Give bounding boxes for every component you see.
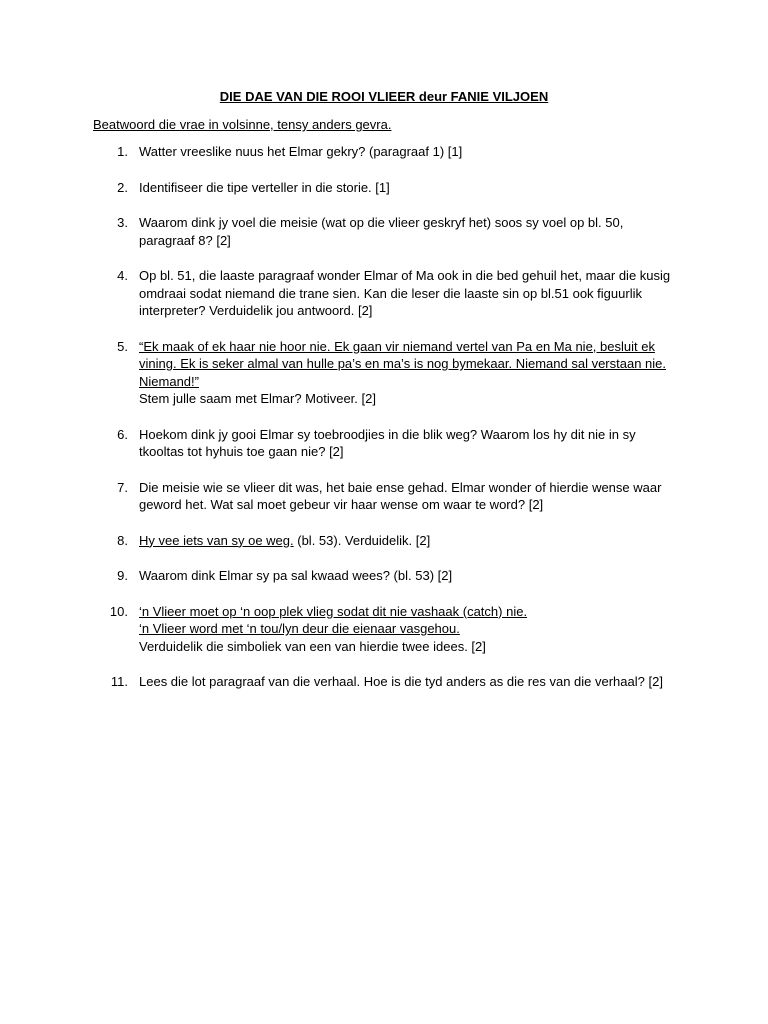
question-item	[0, 426, 768, 461]
question-number: 9.	[117, 568, 128, 583]
question-item	[0, 143, 768, 161]
question-item	[0, 179, 768, 197]
question-line	[139, 496, 679, 514]
question-line	[139, 179, 679, 197]
question-number: 4.	[117, 268, 128, 283]
question-text	[139, 338, 679, 408]
question-text	[139, 179, 679, 197]
question-number: 11.	[110, 674, 128, 689]
question-text	[139, 673, 679, 691]
question-text-segment: interpreter? Verduidelik jou antwoord. [2]	[139, 303, 373, 318]
question-text	[139, 143, 679, 161]
question-item	[0, 479, 768, 514]
question-line	[139, 638, 679, 656]
question-text	[139, 214, 679, 249]
question-text-segment: tkooltas tot hyhuis toe gaan nie? [2]	[139, 444, 344, 459]
quoted-text: ‘n Vlieer word met ‘n tou/lyn deur die eienaar vasgehou.	[139, 621, 460, 636]
quoted-text: Niemand!”	[139, 373, 199, 389]
question-text	[139, 603, 679, 656]
question-item	[0, 532, 768, 550]
question-text	[139, 567, 679, 585]
question-text-segment: Identifiseer die tipe verteller in die storie. [1]	[139, 179, 390, 195]
document-title: DIE DAE VAN DIE ROOI VLIEER deur FANIE VILJOEN	[219, 89, 549, 104]
quoted-text: Hy vee iets van sy oe weg.	[139, 532, 294, 548]
question-line	[139, 302, 679, 320]
question-line	[139, 338, 679, 356]
question-line	[139, 426, 679, 444]
question-text	[139, 479, 679, 514]
question-line	[139, 214, 679, 232]
question-text-segment: Watter vreeslike nuus het Elmar gekry? (paragraaf 1) [1]	[139, 144, 463, 159]
question-line	[139, 479, 679, 497]
question-number: 3.	[117, 215, 128, 230]
question-number: 1.	[117, 144, 128, 159]
question-number: 2.	[117, 179, 128, 195]
question-line	[139, 143, 679, 161]
question-line	[139, 532, 679, 550]
question-text-segment: Die meisie wie se vlieer dit was, het baie ense gehad. Elmar wonder of hierdie wense waar	[139, 479, 662, 495]
question-text-segment: geword het. Wat sal moet gebeur vir haar wense om waar te word? [2]	[139, 497, 544, 512]
question-number: 5.	[117, 338, 128, 354]
question-line	[139, 443, 679, 461]
question-text-segment: Verduidelik die simboliek van een van hierdie twee idees. [2]	[139, 638, 486, 654]
question-text-segment: paragraaf 8? [2]	[139, 232, 231, 248]
question-text-segment: (bl. 53). Verduidelik. [2]	[293, 532, 431, 548]
question-line	[139, 373, 679, 391]
question-item	[0, 267, 768, 320]
question-line	[139, 390, 679, 408]
question-item	[0, 338, 768, 408]
quoted-text: vining. Ek is seker almal van hulle pa’s en ma’s is nog bymekaar. Niemand sal verstaan nie.	[139, 356, 667, 371]
question-number: 8.	[117, 532, 128, 548]
question-text-segment: omdraai sodat niemand die trane sien. Kan die leser die laaste sin op bl.51 ook figuurlik	[139, 285, 642, 301]
question-line	[139, 620, 679, 638]
question-number: 7.	[117, 479, 128, 495]
question-text-segment: Lees die lot paragraaf van die verhaal. Hoe is die tyd anders as die res van die verhaal? [2]	[139, 674, 663, 689]
question-line	[139, 355, 679, 373]
question-text-segment: Op bl. 51, die laaste paragraaf wonder Elmar of Ma ook in die bed gehuil het, maar die kusig	[139, 268, 671, 283]
question-text-segment: Stem julle saam met Elmar? Motiveer. [2]	[139, 391, 376, 406]
question-line	[139, 673, 679, 691]
question-item	[0, 673, 768, 691]
question-line	[139, 285, 679, 303]
instruction-text: Beatwoord die vrae in volsinne, tensy anders gevra.	[93, 117, 392, 132]
question-text	[139, 267, 679, 320]
question-line	[139, 567, 679, 585]
question-item	[0, 567, 768, 585]
question-text	[139, 426, 679, 461]
question-list	[0, 143, 768, 709]
question-text-segment: Waarom dink Elmar sy pa sal kwaad wees? (bl. 53) [2]	[139, 568, 453, 583]
question-text-segment: Waarom dink jy voel die meisie (wat op die vlieer geskryf het) soos sy voel op bl. 50,	[139, 215, 624, 230]
quoted-text: ‘n Vlieer moet op ‘n oop plek vlieg sodat dit nie vashaak (catch) nie.	[139, 603, 528, 619]
question-text	[139, 532, 679, 550]
question-line	[139, 232, 679, 250]
question-number: 6.	[117, 426, 128, 442]
question-item	[0, 603, 768, 656]
question-item	[0, 214, 768, 249]
question-number: 10.	[109, 603, 128, 619]
question-line	[139, 267, 679, 285]
question-line	[139, 603, 679, 621]
question-text-segment: Hoekom dink jy gooi Elmar sy toebroodjies in die blik weg? Waarom los hy dit nie in sy	[139, 426, 636, 442]
quoted-text: “Ek maak of ek haar nie hoor nie. Ek gaan vir niemand vertel van Pa en Ma nie, besluit ek	[139, 338, 655, 354]
